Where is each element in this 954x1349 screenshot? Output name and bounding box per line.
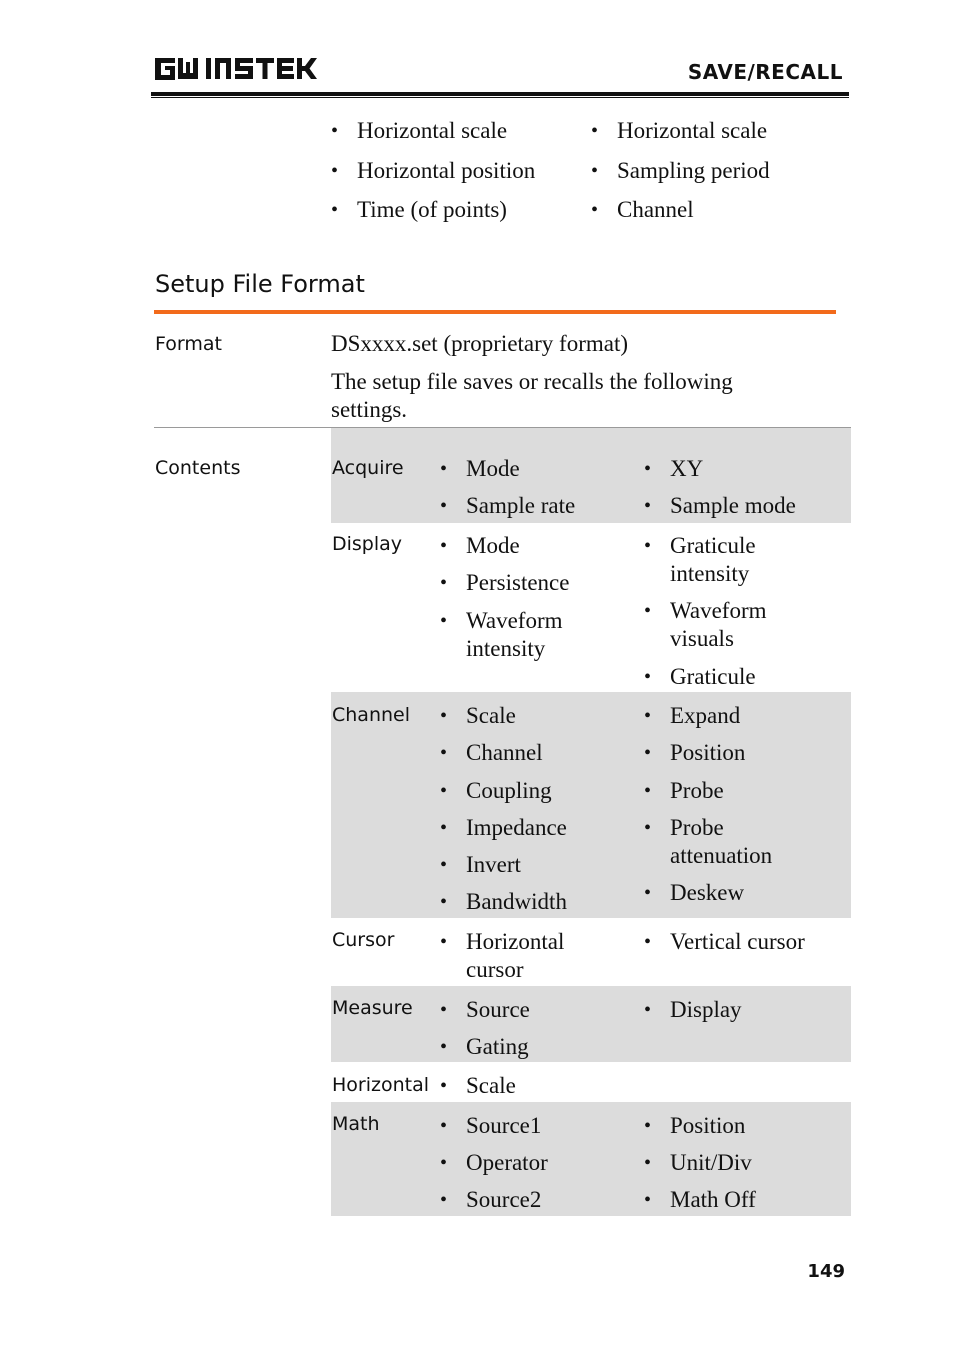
measure-col2 xyxy=(644,996,849,1024)
group-acquire-label: Acquire xyxy=(332,457,404,479)
gw-instek-logo xyxy=(153,54,323,84)
header-rule-thin xyxy=(151,97,849,98)
list-item: • Horizontal scale xyxy=(591,117,841,157)
display-col1 xyxy=(440,532,630,663)
format-description: The setup file saves or recalls the following settings. xyxy=(331,369,733,422)
list-item: • Probe attenuation xyxy=(644,814,800,879)
list-item: • Channel xyxy=(440,739,630,777)
contents-label: Contents xyxy=(155,457,241,479)
list-item: • Graticule xyxy=(644,663,849,691)
channel-col1 xyxy=(440,702,630,916)
list-item: • Expand xyxy=(644,702,849,739)
list-item: • Deskew xyxy=(644,879,849,907)
list-item: • Horizontal position xyxy=(331,157,581,196)
list-item: • Mode xyxy=(440,532,630,569)
group-math-label: Math xyxy=(332,1113,380,1135)
acquire-col2 xyxy=(644,455,849,520)
list-item: • Position xyxy=(644,739,849,777)
list-item: • Mode xyxy=(440,455,630,492)
acquire-col1 xyxy=(440,455,630,520)
list-item: • Source2 xyxy=(440,1186,630,1214)
list-item: • Persistence xyxy=(440,569,630,607)
list-item: • Channel xyxy=(591,196,841,224)
setup-heading: Setup File Format xyxy=(155,270,365,298)
list-item: • Sample mode xyxy=(644,492,849,520)
group-display-label: Display xyxy=(332,533,403,555)
math-col2 xyxy=(644,1112,849,1214)
list-item: • Waveform intensity xyxy=(440,607,576,663)
section-title: SAVE/RECALL xyxy=(687,60,843,84)
list-item: • Sampling period xyxy=(591,157,841,196)
list-item: • Scale xyxy=(440,702,630,739)
list-item: • Bandwidth xyxy=(440,888,630,916)
list-item: • Sample rate xyxy=(440,492,630,520)
format-value: DSxxxx.set (proprietary format) xyxy=(331,331,629,356)
display-col2 xyxy=(644,532,849,691)
heading-underline xyxy=(154,310,836,314)
math-col1 xyxy=(440,1112,630,1214)
format-label: Format xyxy=(155,333,222,355)
list-item: • Time (of points) xyxy=(331,196,581,224)
top-list-left xyxy=(331,117,581,224)
top-list-right xyxy=(591,117,841,224)
list-item: • Coupling xyxy=(440,777,630,814)
channel-col2 xyxy=(644,702,849,907)
measure-col1 xyxy=(440,996,630,1061)
list-item: • Vertical cursor xyxy=(644,928,849,956)
list-item: • Math Off xyxy=(644,1186,849,1214)
list-item: • Scale xyxy=(440,1072,630,1100)
cursor-col2 xyxy=(644,928,849,956)
list-item: • Unit/Div xyxy=(644,1149,849,1186)
list-item: • Operator xyxy=(440,1149,630,1186)
list-item: • Horizontal scale xyxy=(331,117,581,157)
header-rule-thick xyxy=(151,92,849,96)
list-item: • Source1 xyxy=(440,1112,630,1149)
group-horizontal-label: Horizontal xyxy=(332,1074,430,1096)
logo-graphic xyxy=(153,54,323,84)
list-item: • Display xyxy=(644,996,849,1024)
cursor-col1 xyxy=(440,928,630,984)
page-number: 149 xyxy=(807,1261,845,1282)
list-item: • XY xyxy=(644,455,849,492)
list-item: • Impedance xyxy=(440,814,630,851)
list-item: • Graticule intensity xyxy=(644,532,780,597)
group-channel-label: Channel xyxy=(332,704,411,726)
list-item: • Probe xyxy=(644,777,849,814)
list-item: • Gating xyxy=(440,1033,630,1061)
group-cursor-label: Cursor xyxy=(332,929,395,951)
list-item: • Invert xyxy=(440,851,630,888)
group-measure-label: Measure xyxy=(332,997,413,1019)
horizontal-col1 xyxy=(440,1072,630,1100)
list-item: • Source xyxy=(440,996,630,1033)
list-item: • Waveform visuals xyxy=(644,597,780,663)
list-item: • Horizontal cursor xyxy=(440,928,586,984)
list-item: • Position xyxy=(644,1112,849,1149)
